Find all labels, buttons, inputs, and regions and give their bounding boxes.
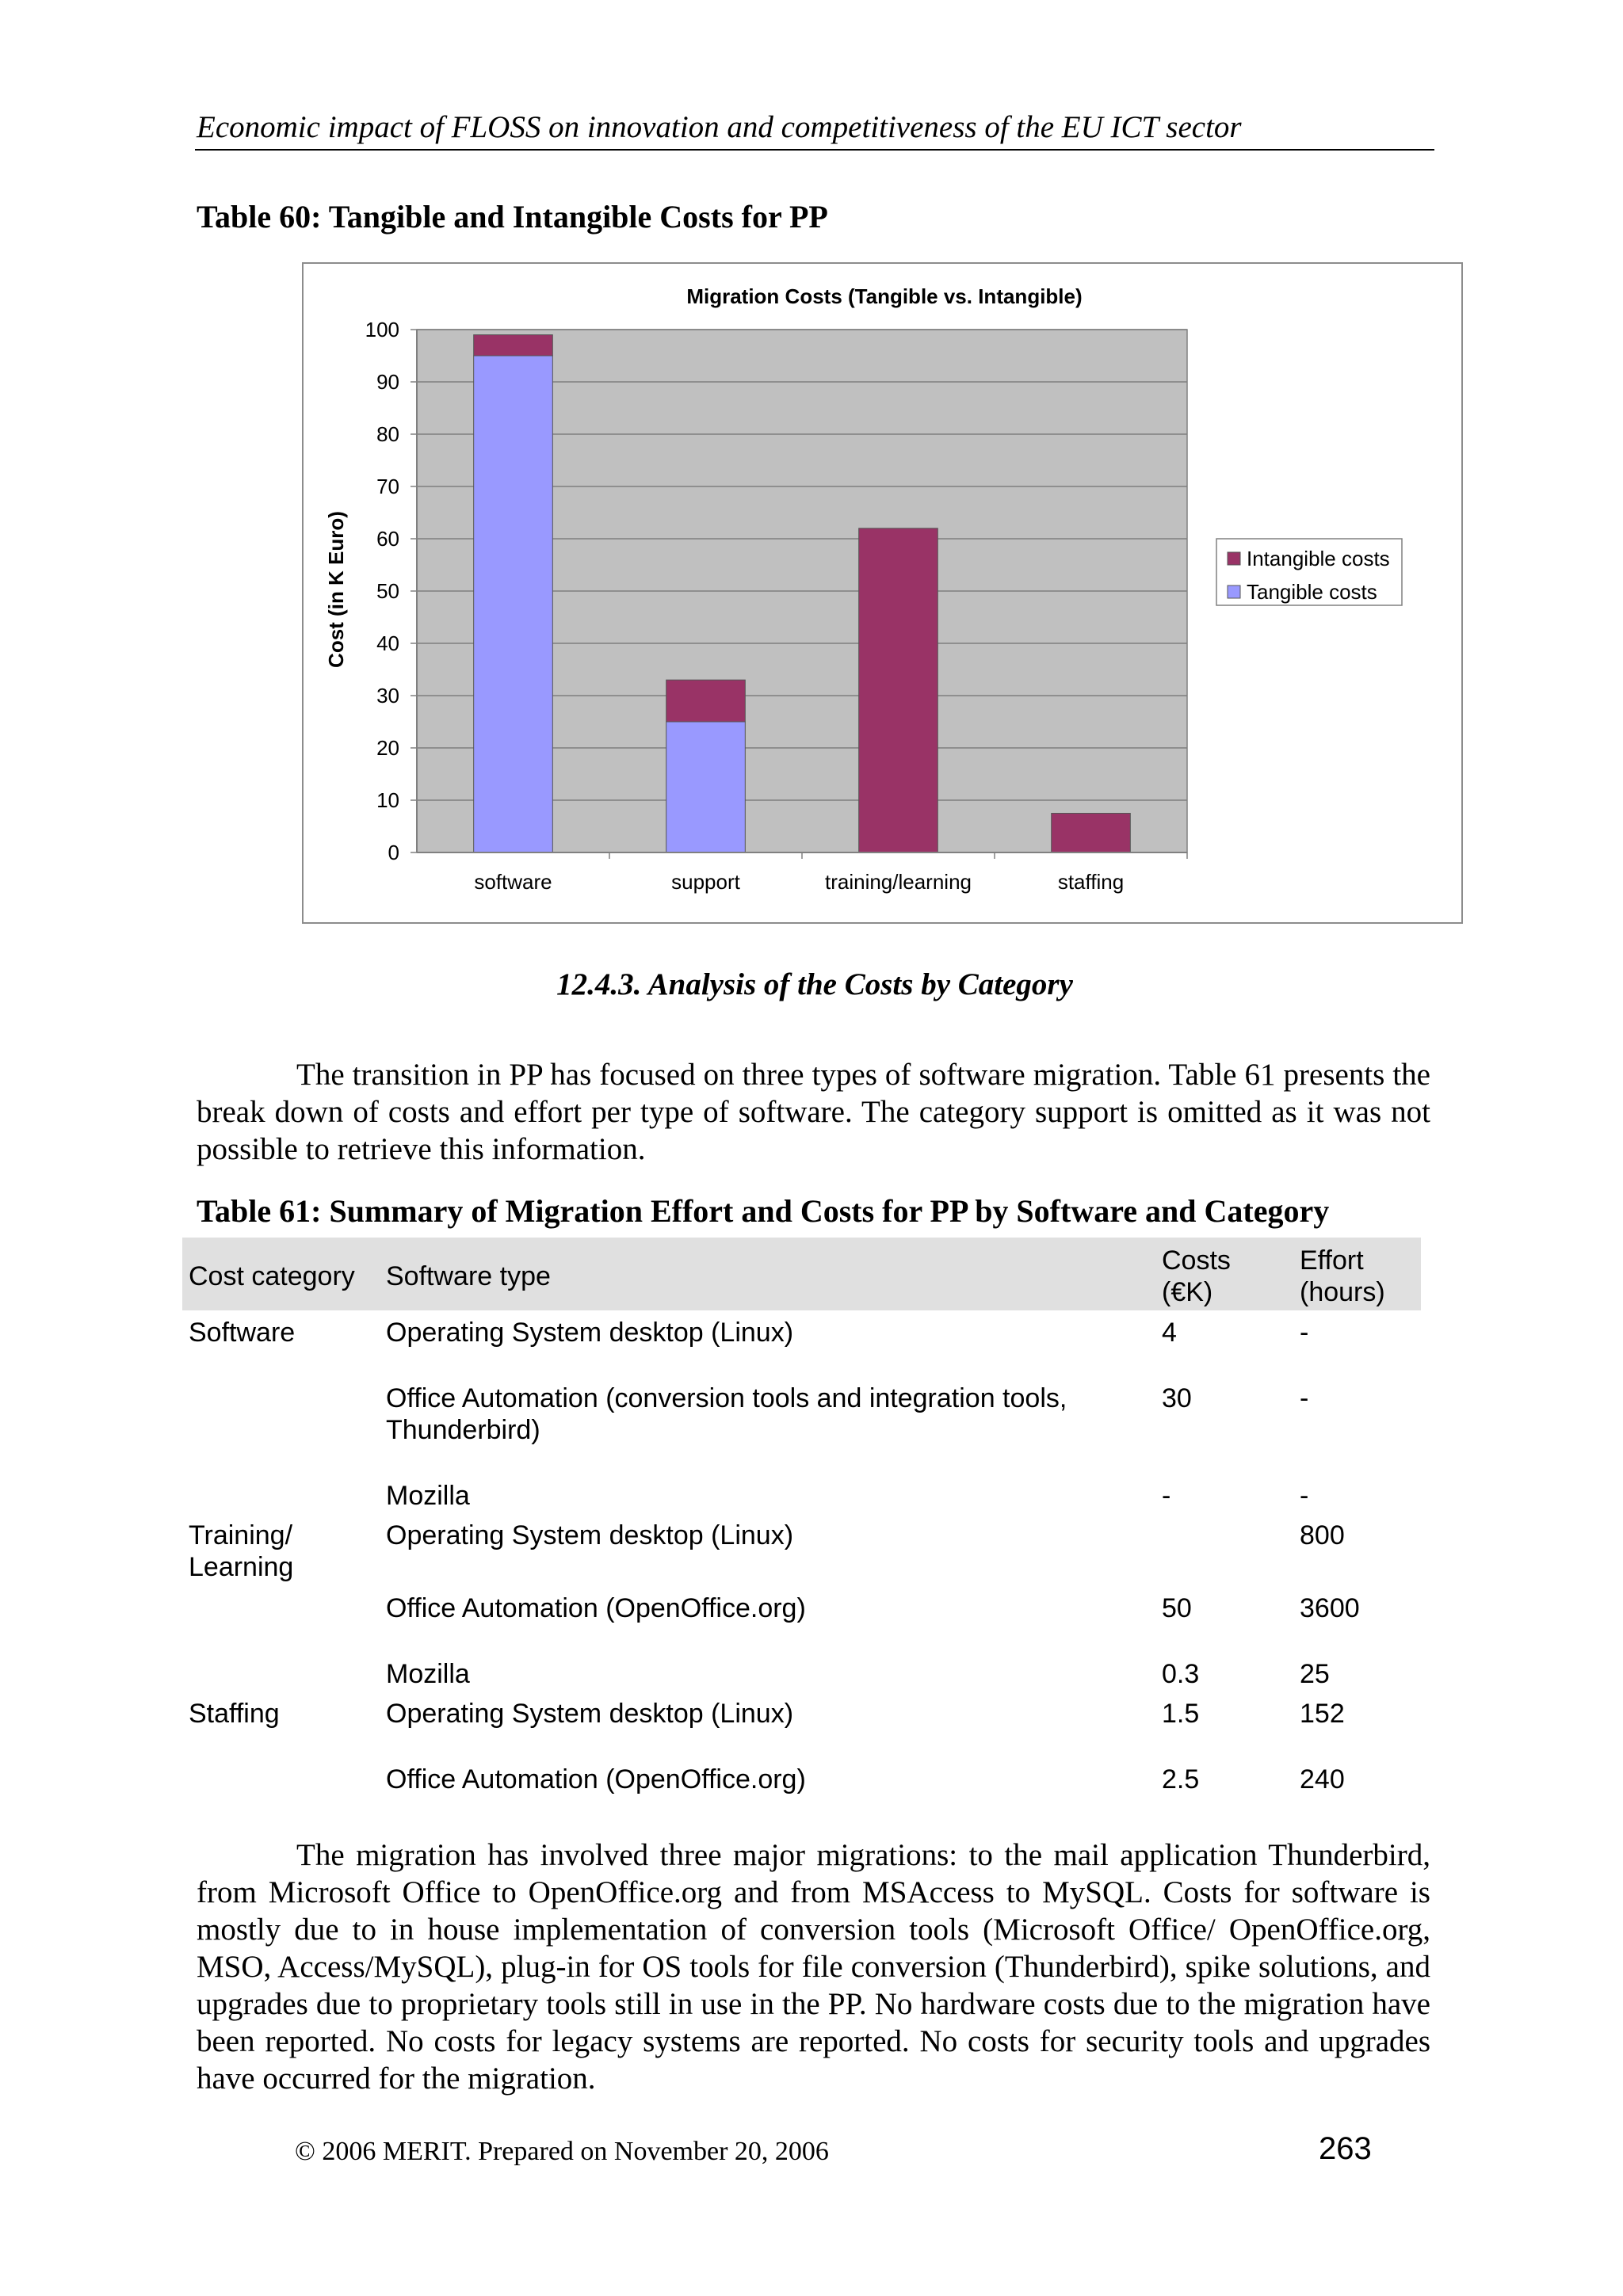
bar-software-intangible-costs (474, 335, 553, 356)
header-rule (195, 149, 1434, 151)
table-row-1-effort: - (1300, 1383, 1309, 1413)
page-number: 263 (1319, 2131, 1372, 2166)
y-tick-label: 100 (365, 318, 399, 341)
table-row-0-category: Software (189, 1318, 296, 1348)
table-header-row (182, 1238, 1421, 1310)
table-60-caption: Table 60: Tangible and Intangible Costs for PP (197, 199, 828, 235)
table-row-5-effort: 25 (1300, 1659, 1330, 1689)
table-row-1-software: Office Automation (conversion tools and integration tools, Thunderbird) (386, 1383, 1067, 1445)
y-tick-label: 30 (376, 684, 399, 707)
table-row-3-effort: 800 (1300, 1520, 1345, 1550)
migration-paragraph: The migration has involved three major migrations: to the mail application Thunderbird, from Microsoft Office to OpenOffice.org and from MSAccess to MySQL. Costs for software is mostly due to in house implementation of conversion tools (Microsoft Office/ OpenOffice.org, MSO, Access/MySQL), plug-in for OS tools for file conversion (Thunderbird), spike solutions, and upgrades due to proprietary tools still in use in the PP. No hardware costs due to the migration have been reported. No costs for legacy systems are reported. No costs for security tools and upgrades have occurred for the migration. (197, 1838, 1430, 2096)
bar-support-intangible-costs (666, 680, 746, 722)
legend-label: Tangible costs (1247, 580, 1377, 604)
legend-swatch-tangible-costs (1228, 585, 1240, 598)
x-tick-label: staffing (1057, 870, 1125, 894)
chart-title: Migration Costs (Tangible vs. Intangible) (686, 284, 1083, 308)
header-cost-category: Cost category (189, 1261, 355, 1291)
legend-label: Intangible costs (1247, 547, 1390, 570)
header-costs: Costs (€K) (1162, 1245, 1231, 1307)
y-tick-label: 70 (376, 475, 399, 498)
x-tick-label: support (671, 870, 740, 894)
table-row-1-costs: 30 (1162, 1383, 1192, 1413)
intro-paragraph: The transition in PP has focused on three types of software migration. Table 61 presents the break down of costs and effort per type of software. The category support is omitted as it was not possible to retrieve this information. (197, 1058, 1430, 1166)
bar-training-learning-intangible-costs (859, 528, 938, 852)
table-row-6-costs: 1.5 (1162, 1699, 1200, 1729)
bar-support-tangible-costs (666, 722, 746, 852)
table-row-3-software: Operating System desktop (Linux) (386, 1520, 794, 1550)
table-row-4-costs: 50 (1162, 1593, 1192, 1623)
header-software-type: Software type (386, 1261, 551, 1291)
table-row-7-software: Office Automation (OpenOffice.org) (386, 1764, 806, 1794)
table-row-6-effort: 152 (1300, 1699, 1345, 1729)
table-row-5-costs: 0.3 (1162, 1659, 1200, 1689)
table-row-2-costs: - (1162, 1481, 1171, 1511)
header-effort: Effort (hours) (1300, 1245, 1385, 1307)
table-row-5-software: Mozilla (386, 1659, 470, 1689)
table-row-7-costs: 2.5 (1162, 1764, 1200, 1794)
table-row-3-category: Training/ Learning (189, 1520, 294, 1582)
chart-y-axis-label: Cost (in K Euro) (324, 511, 348, 668)
table-row-6-software: Operating System desktop (Linux) (386, 1699, 794, 1729)
y-tick-label: 20 (376, 736, 399, 760)
chart-frame (302, 262, 1463, 924)
footer-copyright: © 2006 MERIT. Prepared on November 20, 2006 (295, 2137, 829, 2166)
y-tick-label: 60 (376, 527, 399, 551)
table-row-2-software: Mozilla (386, 1481, 470, 1511)
bar-software-tangible-costs (474, 356, 553, 852)
table-row-0-costs: 4 (1162, 1318, 1177, 1348)
table-row-4-software: Office Automation (OpenOffice.org) (386, 1593, 806, 1623)
table-row-0-effort: - (1300, 1318, 1309, 1348)
table-row-4-effort: 3600 (1300, 1593, 1360, 1623)
y-tick-label: 90 (376, 370, 399, 394)
table-row-2-effort: - (1300, 1481, 1309, 1511)
y-tick-label: 10 (376, 788, 399, 812)
y-tick-label: 80 (376, 422, 399, 446)
migration-costs-chart (304, 264, 1465, 925)
table-row-7-effort: 240 (1300, 1764, 1345, 1794)
table-61-caption: Table 61: Summary of Migration Effort and Costs for PP by Software and Category (197, 1193, 1330, 1229)
x-tick-label: software (474, 870, 552, 894)
y-tick-label: 40 (376, 631, 399, 655)
table-row-0-software: Operating System desktop (Linux) (386, 1318, 794, 1348)
y-tick-label: 50 (376, 579, 399, 603)
bar-staffing-intangible-costs (1052, 814, 1131, 853)
legend-swatch-intangible-costs (1228, 552, 1240, 565)
x-tick-label: training/learning (824, 870, 972, 894)
section-heading: 12.4.3. Analysis of the Costs by Category (556, 967, 1073, 1001)
y-tick-label: 0 (388, 841, 399, 864)
table-row-6-category: Staffing (189, 1699, 280, 1729)
running-header: Economic impact of FLOSS on innovation and competitiveness of the EU ICT sector (197, 110, 1242, 144)
